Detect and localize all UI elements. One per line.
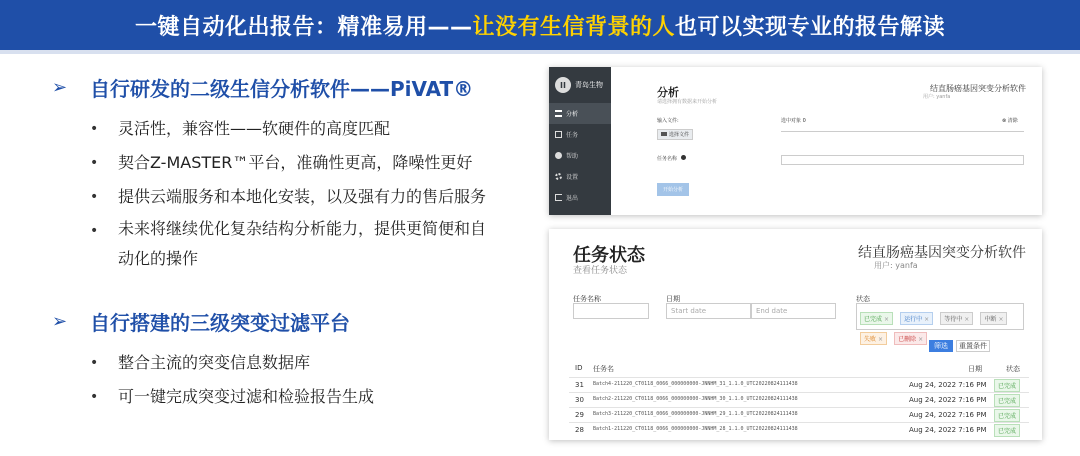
end-date-input[interactable]: End date [751,303,836,319]
status-badge: 已完成 [994,409,1020,422]
title-banner [0,0,1080,50]
list-icon [555,110,562,117]
sidebar-item-analysis[interactable]: 分析 [549,103,611,124]
status-tag-interrupted[interactable]: 中断 × [980,312,1007,325]
remove-tag-icon[interactable]: × [964,316,970,323]
status-badge: 已完成 [994,424,1020,437]
column-header-id: ID [575,364,583,372]
clear-button[interactable]: ⊗ 清除 [1002,118,1018,124]
remove-tag-icon[interactable]: × [878,336,884,343]
selected-count-label: 选中对象 0 [781,118,806,124]
bullet-item: • 可一键完成突变过滤和检验报告生成 [90,380,545,414]
task-status-screenshot [549,229,1042,440]
status-badge: 已完成 [994,394,1020,407]
select-file-button[interactable]: 选择文件 [657,129,693,140]
gear-icon [555,173,562,180]
column-header-date: 日期 [968,365,982,373]
remove-tag-icon[interactable]: × [924,316,930,323]
logo-mark-icon: II [555,77,571,93]
user-label: 用户: yanfa [923,94,951,100]
bullet-item: • 契合Z-MASTER™平台，准确性更高，降噪性更好 [90,146,545,180]
logo [549,67,611,103]
app-name: 结直肠癌基因突变分析软件 [858,245,1026,261]
logout-icon [555,194,562,201]
column-header-status: 状态 [1006,365,1020,373]
sidebar-item-settings[interactable]: 设置 [549,166,611,187]
feature-list [0,70,545,414]
table-row[interactable]: 28 Batch1-211220_CT0118_0066_000000000-JNNHM_28_1.1.0_UTC20220824111438 Aug 24, 2022 7:16 PM 已完成 [569,422,1029,437]
bullet-item: • 灵活性，兼容性——软硬件的高度匹配 [90,112,545,146]
banner-divider [0,50,1080,54]
bullet-list [90,346,545,414]
section-pivat [52,70,545,274]
status-tag-completed[interactable]: 已完成 × [860,312,893,325]
bullet-item: • 未来将继续优化复杂结构分析能力，提供更简便和自 动化的操作 [90,214,545,274]
status-tag-deleted[interactable]: 已删除 × [894,332,927,345]
page-subtitle: 请选择拥有数据来开始分析 [657,99,718,105]
status-tag-waiting[interactable]: 等待中 × [940,312,973,325]
remove-tag-icon[interactable]: × [998,316,1004,323]
date-filter-label: 日期 [666,295,680,303]
app-name: 结直肠癌基因突变分析软件 [930,84,1026,93]
bullet-item: • 整合主流的突变信息数据库 [90,346,545,380]
reset-filter-button[interactable]: 重置条件 [956,340,990,352]
table-row[interactable]: 31 Batch4-211220_CT0118_0066_000000000-JNNHM_31_1.1.0_UTC20220824111438 Aug 24, 2022 7:16 PM 已完成 [569,377,1029,392]
page-title: 任务状态 [573,245,645,266]
start-analysis-button[interactable]: 开始分析 [657,183,689,196]
section-title: ➢ 自行研发的二级生信分析软件——PiVAT® [52,76,474,101]
sidebar [549,67,611,215]
task-icon [555,131,562,138]
file-list-divider [781,131,1024,132]
clear-icon: ⊗ [1002,118,1008,124]
section-title: ➢ 自行搭建的三级突变过滤平台 [52,310,350,335]
task-name-label: 任务名称 [657,155,686,162]
remove-tag-icon[interactable]: × [918,336,924,343]
task-name-input[interactable] [781,155,1024,165]
sidebar-item-tasks[interactable]: 任务 [549,124,611,145]
status-filter-select[interactable] [856,303,1024,343]
banner-title-part2: 也可以实现专业的报告解读 [675,14,946,40]
status-badge: 已完成 [994,379,1020,392]
status-tag-running[interactable]: 运行中 × [900,312,933,325]
user-label: 用户: yanfa [874,261,918,270]
section-filter-platform [52,304,545,414]
table-row[interactable]: 30 Batch2-211220_CT0118_0066_000000000-JNNHM_30_1.1.0_UTC20220824111438 Aug 24, 2022 7:16 PM 已完成 [569,392,1029,407]
start-date-input[interactable]: Start date [666,303,751,319]
logo-text: 青岛生物 [575,81,603,89]
column-header-name: 任务名 [593,365,614,373]
bullet-list [90,112,545,274]
analysis-screenshot [549,67,1042,215]
folder-icon [661,132,667,136]
task-name-filter-input[interactable] [573,303,649,319]
sidebar-item-help[interactable]: 帮助 [549,145,611,166]
banner-title-highlight: 让没有生信背景的人 [472,14,675,40]
page-subtitle: 查看任务状态 [573,266,628,276]
remove-tag-icon[interactable]: × [884,316,890,323]
input-file-label: 输入文件: [657,118,679,124]
page-title: 分析 [657,86,679,99]
help-icon [555,152,562,159]
table-row[interactable]: 29 Batch3-211220_CT0118_0066_000000000-JNNHM_29_1.1.0_UTC20220824111438 Aug 24, 2022 7:16 PM 已完成 [569,407,1029,422]
task-name-filter-label: 任务名称 [573,295,601,303]
info-icon [681,155,686,160]
sidebar-item-logout[interactable]: 退出 [549,187,611,208]
banner-title-part1: 一键自动化出报告：精准易用—— [134,14,473,40]
filter-button[interactable]: 筛选 [929,340,953,352]
arrow-bullet-icon: ➢ [52,310,68,332]
arrow-bullet-icon: ➢ [52,76,68,98]
bullet-item: • 提供云端服务和本地化安装，以及强有力的售后服务 [90,180,545,214]
status-tag-failed[interactable]: 失败 × [860,332,887,345]
status-filter-label: 状态 [856,295,870,303]
